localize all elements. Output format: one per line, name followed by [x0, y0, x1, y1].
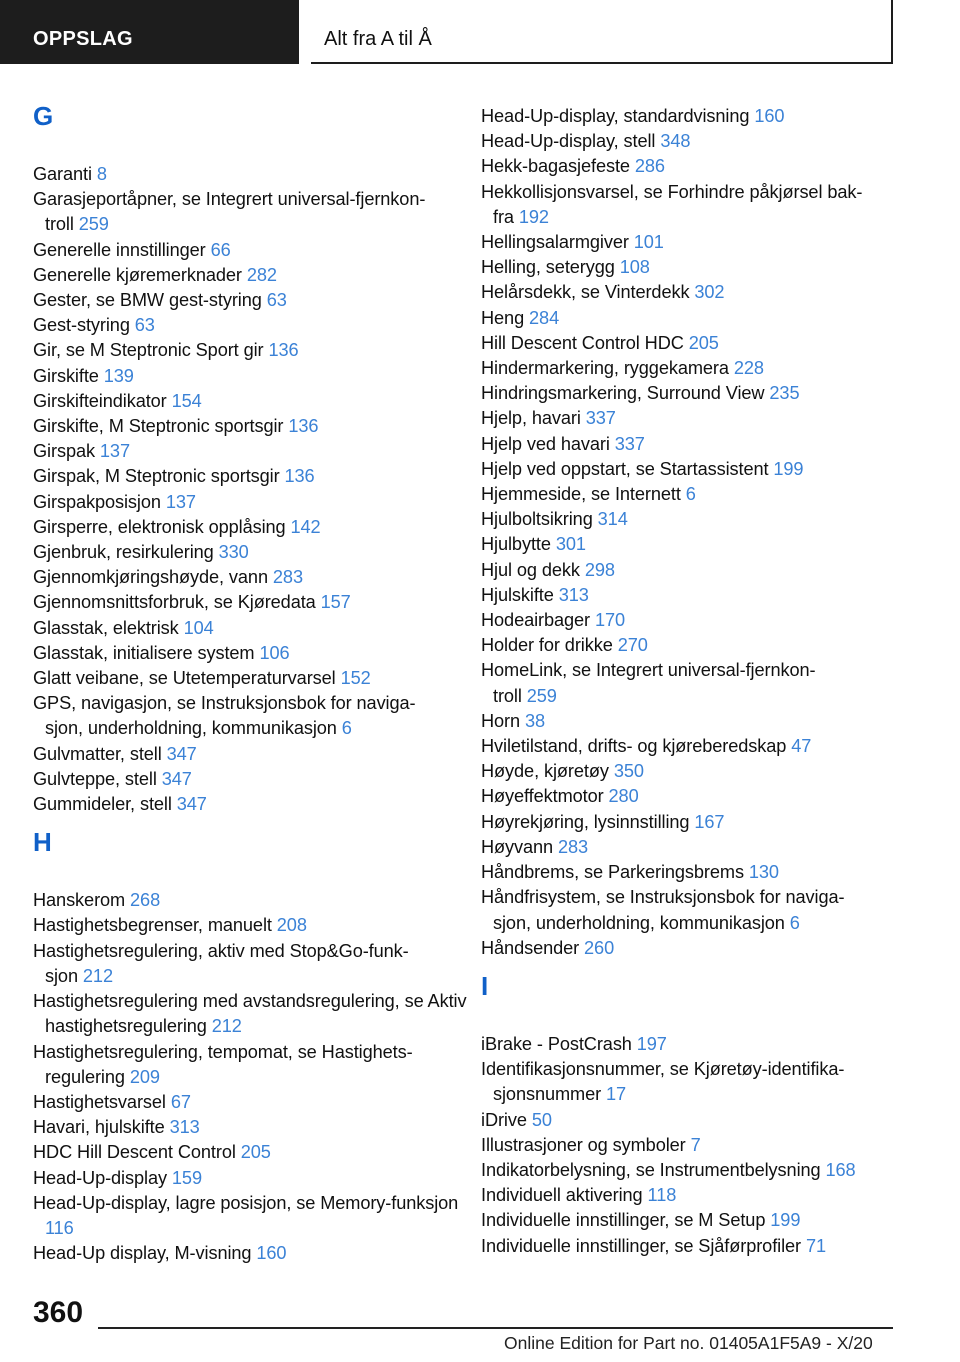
page-reference-link[interactable]: 260	[584, 937, 615, 958]
page-reference-link[interactable]: 205	[240, 1142, 271, 1163]
page-reference-link[interactable]: 47	[791, 736, 812, 757]
index-entry	[33, 641, 473, 666]
index-entry	[481, 1057, 921, 1107]
index-entry-text: Håndbrems, se Parkeringsbrems	[481, 862, 744, 883]
index-entry	[33, 540, 473, 565]
index-entry-text: Håndsender	[481, 937, 580, 958]
index-entry	[481, 255, 921, 280]
index-entry	[481, 180, 921, 230]
index-entry-text: HomeLink, se Integrert universal-fjernkon- troll	[481, 660, 816, 706]
index-entry-text: HDC Hill Descent Control	[33, 1142, 236, 1163]
index-entry-text: Individuell aktivering	[481, 1185, 643, 1206]
index-entry-text: Individuelle innstillinger, se M Setup	[481, 1210, 766, 1231]
page-reference-link[interactable]: 199	[773, 458, 804, 479]
page-reference-link[interactable]: 298	[584, 559, 615, 580]
index-entry	[33, 939, 473, 989]
page-reference-link[interactable]: 212	[211, 1016, 242, 1037]
index-entry	[33, 238, 473, 263]
index-entry	[481, 885, 921, 935]
index-entry	[33, 888, 473, 913]
page-reference-link[interactable]: 71	[805, 1235, 826, 1256]
index-entry-text: Head-Up-display, standardvisning	[481, 106, 750, 126]
page-reference-link[interactable]: 6	[789, 912, 800, 933]
page-reference-link[interactable]: 7	[690, 1134, 701, 1155]
index-entry	[481, 507, 921, 532]
index-entry-text: Glatt veibane, se Utetemperaturvarsel	[33, 668, 336, 689]
page-reference-link[interactable]: 50	[531, 1109, 552, 1130]
index-entry-text: Heng	[481, 307, 525, 328]
page-reference-link[interactable]: 154	[171, 390, 202, 411]
index-entry-text: Glasstak, initialisere system	[33, 642, 255, 663]
index-entry-text: Hastighetsregulering, tempomat, se Hastighets- regulering	[33, 1041, 413, 1087]
page-reference-link[interactable]: 284	[529, 307, 560, 328]
page-reference-link[interactable]: 67	[170, 1091, 191, 1112]
index-entry-text: Høyde, kjøretøy	[481, 761, 609, 782]
index-entry-text: Hastighetsregulering, aktiv med Stop&Go-funk- sjon	[33, 940, 409, 986]
index-entry-text: Havari, hjulskifte	[33, 1117, 165, 1138]
page-reference-link[interactable]: 170	[594, 610, 626, 631]
index-entry-text: Hanskerom	[33, 890, 126, 911]
index-entry	[481, 583, 921, 608]
page-reference-link[interactable]: 337	[585, 408, 616, 429]
index-entry-text: Head-Up display, M-visning	[33, 1243, 252, 1264]
index-entry-text: Håndfrisystem, se Instruksjonsbok for naviga- sjon, underholdning, kommunikasjon	[481, 887, 845, 933]
index-entry-text: Gjenbruk, resirkulering	[33, 542, 214, 563]
index-entry-text: iBrake - PostCrash	[481, 1033, 632, 1054]
index-entry	[481, 306, 921, 331]
index-entry-text: Hviletilstand, drifts- og kjøreberedskap	[481, 736, 787, 757]
page-reference-link[interactable]: 136	[288, 416, 319, 437]
index-entry	[33, 414, 473, 439]
index-entry	[33, 913, 473, 938]
index-letter-heading: G	[33, 101, 54, 131]
index-entry	[481, 633, 921, 658]
index-entry	[33, 666, 473, 691]
page-reference-link[interactable]: 116	[45, 1217, 74, 1238]
index-entry	[33, 989, 473, 1039]
page-reference-link[interactable]: 160	[256, 1243, 287, 1264]
index-entry-text: Helling, seterygg	[481, 257, 615, 278]
page-reference-link[interactable]: 302	[694, 282, 725, 303]
index-entry	[481, 1133, 921, 1158]
index-entry	[33, 364, 473, 389]
index-entry	[481, 558, 921, 583]
index-entry	[481, 381, 921, 406]
index-entry-text: Helårsdekk, se Vinterdekk	[481, 282, 690, 303]
index-entry-text: Horn	[481, 710, 521, 731]
page-reference-link[interactable]: 314	[597, 509, 628, 530]
page-reference-link[interactable]: 337	[614, 433, 645, 454]
page-reference-link[interactable]: 209	[129, 1066, 160, 1087]
index-entry	[481, 230, 921, 255]
index-entry-text: Head-Up-display, stell	[481, 131, 656, 152]
index-entry	[481, 482, 921, 507]
page-reference-link[interactable]: 17	[606, 1084, 627, 1105]
page-reference-link[interactable]: 205	[688, 332, 719, 353]
page-reference-link[interactable]: 283	[558, 836, 589, 857]
index-entry	[481, 658, 921, 708]
index-entry-text: Gest-styring	[33, 315, 130, 336]
index-entry	[481, 457, 921, 482]
index-letter-heading: H	[33, 827, 52, 858]
page-reference-link[interactable]: 6	[685, 484, 696, 505]
index-entry-text: Gulvmatter, stell	[33, 743, 162, 764]
page-reference-link[interactable]: 197	[636, 1033, 667, 1054]
index-entry-text: Hjelp ved havari	[481, 433, 610, 454]
page-reference-link[interactable]: 347	[166, 743, 197, 764]
page-reference-link[interactable]: 136	[284, 466, 315, 487]
page-reference-link[interactable]: 63	[266, 290, 287, 311]
index-entry	[481, 734, 921, 759]
index-entry	[33, 1241, 473, 1266]
page-reference-link[interactable]: 136	[268, 340, 299, 361]
index-entry-text: Indikatorbelysning, se Instrumentbelysning	[481, 1159, 821, 1180]
index-entry	[33, 515, 473, 540]
index-entry	[33, 313, 473, 338]
index-entry-text: Generelle kjøremerknader	[33, 264, 242, 285]
index-entry-text: Gjennomkjøringshøyde, vann	[33, 567, 268, 588]
index-entry-text: iDrive	[481, 1109, 527, 1130]
index-column-right	[481, 104, 921, 1259]
page-reference-link[interactable]: 259	[526, 685, 557, 706]
page-reference-link[interactable]: 282	[246, 264, 277, 285]
index-entry-text: Girskifteindikator	[33, 390, 167, 411]
page-reference-link[interactable]: 208	[276, 915, 307, 936]
index-entry	[33, 490, 473, 515]
index-entry-text: Hastighetsvarsel	[33, 1091, 166, 1112]
index-entry-text: Gulvteppe, stell	[33, 768, 157, 789]
page-reference-link[interactable]: 63	[134, 315, 155, 336]
index-entry	[481, 784, 921, 809]
index-entry-text: Glasstak, elektrisk	[33, 617, 179, 638]
index-entry-text: Head-Up-display, lagre posisjon, se Memory-funksjon	[33, 1192, 459, 1213]
page-reference-link[interactable]: 139	[103, 365, 134, 386]
index-entry	[33, 792, 473, 817]
page-reference-link[interactable]: 152	[340, 668, 371, 689]
index-entry-text: Hekkollisjonsvarsel, se Forhindre påkjørsel bak- fra	[481, 181, 863, 227]
index-entry	[33, 742, 473, 767]
page-reference-link[interactable]: 160	[754, 106, 785, 126]
edition-note: Online Edition for Part no. 01405A1F5A9 - X/20	[504, 1333, 873, 1353]
index-entry	[481, 835, 921, 860]
page-reference-link[interactable]: 348	[660, 131, 691, 152]
page-reference-link[interactable]: 330	[218, 542, 249, 563]
index-entry	[33, 616, 473, 641]
page-reference-link[interactable]: 159	[171, 1167, 202, 1188]
page-reference-link[interactable]: 259	[78, 214, 109, 235]
index-entry-text: Hjelp ved oppstart, se Startassistent	[481, 458, 769, 479]
index-entry-text: Girspakposisjon	[33, 491, 161, 512]
page-reference-link[interactable]: 235	[769, 383, 800, 404]
chapter-title-box	[311, 0, 893, 64]
index-entry-text: Hindermarkering, ryggekamera	[481, 358, 729, 379]
index-entry	[481, 129, 921, 154]
index-entry	[33, 389, 473, 414]
index-entry-text: Gir, se M Steptronic Sport gir	[33, 340, 264, 361]
index-entry	[33, 590, 473, 615]
index-entry	[33, 691, 473, 741]
page-reference-link[interactable]: 192	[518, 206, 549, 227]
index-entry	[481, 1032, 921, 1057]
index-entry	[33, 1166, 473, 1191]
index-entry-text: Gester, se BMW gest-styring	[33, 290, 262, 311]
index-entry-text: Girspak, M Steptronic sportsgir	[33, 466, 280, 487]
index-entry	[33, 767, 473, 792]
index-entry	[481, 709, 921, 734]
index-entry	[33, 288, 473, 313]
index-entry	[481, 1183, 921, 1208]
page-reference-link[interactable]: 106	[259, 642, 290, 663]
page-reference-link[interactable]: 347	[176, 794, 207, 815]
index-entry	[481, 1158, 921, 1183]
index-entry	[33, 439, 473, 464]
index-entry	[481, 936, 921, 961]
index-column-left	[33, 101, 473, 1266]
page-reference-link[interactable]: 268	[130, 890, 161, 911]
index-entry	[33, 1090, 473, 1115]
page-reference-link[interactable]: 137	[99, 441, 130, 462]
index-entry-text: Hjulbytte	[481, 534, 551, 555]
index-entry	[481, 1234, 921, 1259]
index-entry-text: Hjulskifte	[481, 584, 554, 605]
index-entry-text: Høyrekjøring, lysinnstilling	[481, 811, 690, 832]
page-reference-link[interactable]: 212	[82, 965, 113, 986]
page-reference-link[interactable]: 228	[733, 358, 764, 379]
chapter-title: Alt fra A til Å	[324, 28, 432, 50]
index-entry-text: Garasjeportåpner, se Integrert universal-fjernkon- troll	[33, 189, 426, 235]
index-entry	[33, 1191, 473, 1241]
index-entry-text: Hjul og dekk	[481, 559, 580, 580]
index-entry	[481, 104, 921, 129]
index-entry	[481, 810, 921, 835]
page-reference-link[interactable]: 280	[608, 786, 639, 807]
index-entry	[481, 331, 921, 356]
index-entry-text: Hill Descent Control HDC	[481, 332, 684, 353]
index-entry	[481, 432, 921, 457]
index-entry	[33, 1140, 473, 1165]
index-entry-text: Girskifte	[33, 365, 99, 386]
index-entry	[33, 187, 473, 237]
index-entry	[33, 1040, 473, 1090]
page-reference-link[interactable]: 347	[161, 768, 192, 789]
page-reference-link[interactable]: 118	[647, 1185, 677, 1206]
index-entry-text: Girspak	[33, 441, 95, 462]
page-reference-link[interactable]: 108	[619, 257, 650, 278]
page-reference-link[interactable]: 168	[825, 1159, 856, 1180]
index-entry-text: Girsperre, elektronisk opplåsing	[33, 516, 286, 537]
index-entry	[33, 565, 473, 590]
index-entry	[481, 154, 921, 179]
index-entry	[481, 1108, 921, 1133]
index-entry-text: Identifikasjonsnummer, se Kjøretøy-identifika- sjonsnummer	[481, 1059, 845, 1105]
index-entry-text: Høyvann	[481, 836, 554, 857]
index-entry	[481, 532, 921, 557]
index-entry-text: Hellingsalarmgiver	[481, 232, 629, 253]
index-entry-text: Hjulboltsikring	[481, 509, 593, 530]
index-entry-text: Hjelp, havari	[481, 408, 581, 429]
index-entry-text: Hastighetsregulering med avstandsregulering, se Aktiv hastighetsregulering	[33, 991, 467, 1037]
page-reference-link[interactable]: 8	[96, 164, 107, 184]
index-entry-text: Gummideler, stell	[33, 794, 172, 815]
page-reference-link[interactable]: 301	[555, 534, 586, 555]
index-entry-text: Hekk-bagasjefeste	[481, 156, 630, 177]
index-entry	[33, 263, 473, 288]
index-entry	[481, 356, 921, 381]
index-entry	[481, 759, 921, 784]
index-entry-text: Head-Up-display	[33, 1167, 167, 1188]
index-entry-text: GPS, navigasjon, se Instruksjonsbok for naviga- sjon, underholdning, kommunikasjon	[33, 693, 416, 739]
page-reference-link[interactable]: 313	[558, 584, 589, 605]
page-header	[0, 0, 960, 64]
page-reference-link[interactable]: 104	[183, 617, 214, 638]
index-entry-text: Hindringsmarkering, Surround View	[481, 383, 765, 404]
page-reference-link[interactable]: 142	[290, 516, 321, 537]
page-reference-link[interactable]: 270	[617, 635, 648, 656]
page-reference-link[interactable]: 157	[320, 592, 351, 613]
index-entry	[481, 1208, 921, 1233]
index-entry	[33, 162, 473, 187]
index-entry-text: Høyeffektmotor	[481, 786, 604, 807]
page-number: 360	[33, 1296, 84, 1329]
page-reference-link[interactable]: 167	[694, 811, 725, 832]
index-entry-text: Gjennomsnittsforbruk, se Kjøredata	[33, 592, 316, 613]
section-label: OPPSLAG	[33, 28, 133, 50]
page-reference-link[interactable]: 283	[272, 567, 303, 588]
index-entry-text: Holder for drikke	[481, 635, 613, 656]
page-reference-link[interactable]: 199	[770, 1210, 801, 1231]
index-entry	[33, 464, 473, 489]
index-entry-text: Hjemmeside, se Internett	[481, 484, 681, 505]
page-reference-link[interactable]: 313	[169, 1117, 200, 1138]
footer-divider	[98, 1327, 893, 1329]
index-entry	[481, 406, 921, 431]
index-entry	[481, 280, 921, 305]
page-reference-link[interactable]: 350	[613, 761, 644, 782]
page-reference-link[interactable]: 286	[634, 156, 665, 177]
index-entry-text: Illustrasjoner og symboler	[481, 1134, 686, 1155]
index-entry	[481, 860, 921, 885]
section-tab	[0, 0, 299, 64]
page-reference-link[interactable]: 137	[165, 491, 196, 512]
index-entry	[481, 608, 921, 633]
index-entry-text: Hastighetsbegrenser, manuelt	[33, 915, 272, 936]
index-entry-text: Generelle innstillinger	[33, 239, 206, 260]
index-entry-text: Girskifte, M Steptronic sportsgir	[33, 416, 284, 437]
index-entry-text: Garanti	[33, 164, 92, 184]
page-reference-link[interactable]: 38	[524, 710, 546, 731]
index-entry	[33, 1115, 473, 1140]
index-letter-heading: I	[481, 970, 489, 1001]
page-reference-link[interactable]: 101	[633, 232, 664, 253]
index-entry-text: Hodeairbager	[481, 610, 591, 631]
page-reference-link[interactable]: 130	[748, 862, 779, 883]
page-reference-link[interactable]: 66	[210, 239, 231, 260]
page-reference-link[interactable]: 6	[341, 718, 352, 739]
index-entry-text: Individuelle innstillinger, se Sjåførprofiler	[481, 1235, 801, 1256]
index-entry	[33, 338, 473, 363]
